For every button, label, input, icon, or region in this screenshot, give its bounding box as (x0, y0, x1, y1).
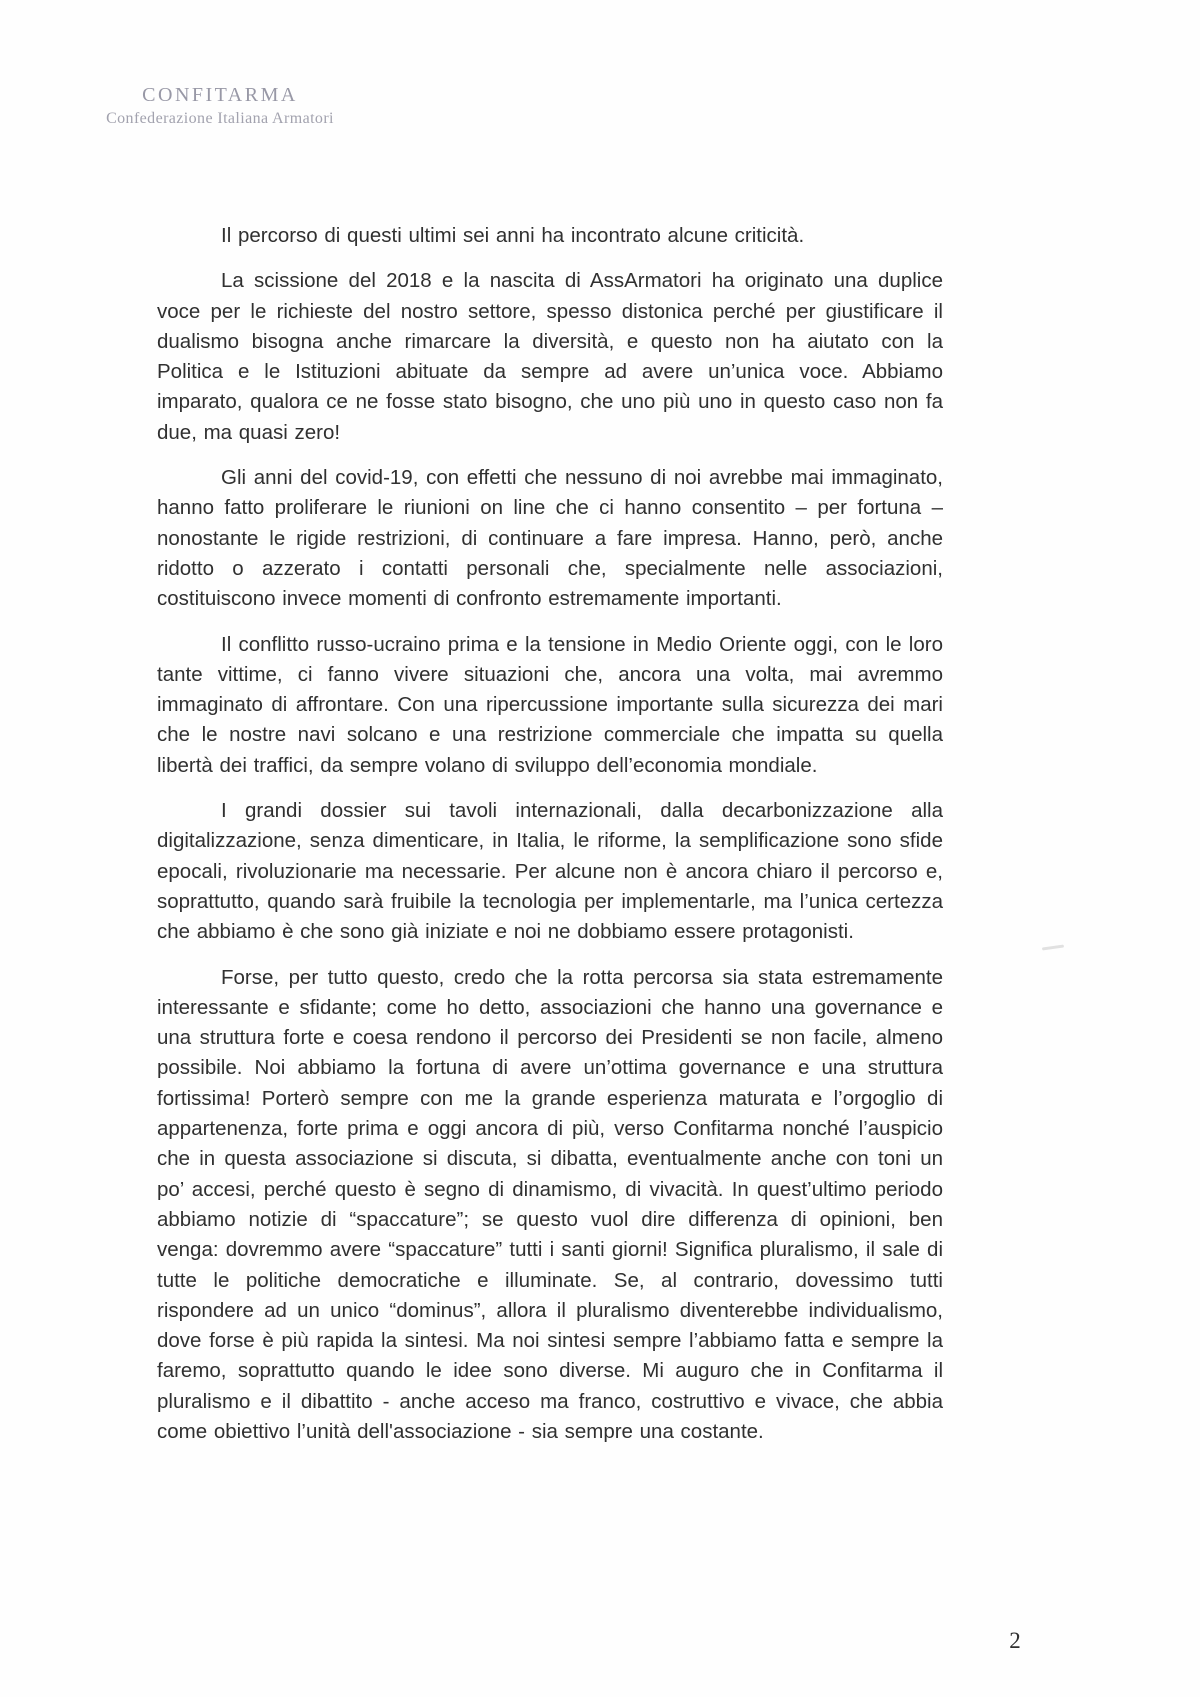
logo-title: CONFITARMA (142, 84, 298, 106)
page-number: 2 (1009, 1628, 1021, 1653)
confitarma-logo (97, 84, 343, 128)
paragraph: Il conflitto russo-ucraino prima e la tensione in Medio Oriente oggi, con le loro tante vittime, ci fanno vivere situazioni che, ancora una volta, mai avremmo immaginato di affrontare. Con una ripercussione importante sulla sicurezza dei mari che le nostre navi solcano e una restrizione commerciale che impatta su quella libertà dei traffici, da sempre volano di sviluppo dell’economia mondiale. (157, 632, 943, 777)
paragraph: Forse, per tutto questo, credo che la rotta percorsa sia stata estremamente interessante e sfidante; come ho detto, associazioni che hanno una governance e una struttura forte e coesa rendono il percorso dei Presidenti se non facile, almeno possibile. Noi abbiamo la fortuna di avere un’ottima governance e una struttura fortissima! Porterò sempre con me la grande esperienza maturata e l’orgoglio di appartenenza, forte prima e oggi ancora di più, verso Confitarma nonché l’auspicio che in questa associazione si discuta, si dibatta, eventualmente anche con toni un po’ accesi, perché questo è segno di dinamismo, di vivacità. In quest’ultimo periodo abbiamo notizie di “spaccature”; se questo vuol dire differenza di opinioni, ben venga: dovremmo avere “spaccature” tutti i santi giorni! Significa pluralismo, il sale di tutte le politiche democratiche e illuminate. Se, al contrario, dovessimo tutti rispondere ad un unico “dominus”, allora il pluralismo diventerebbe individualismo, dove forse è più rapida la sintesi. Ma noi sintesi sempre l’abbiamo fatta e sempre la faremo, soprattutto quando le idee sono diverse. Mi auguro che in Confitarma il pluralismo e il dibattito - anche acceso ma franco, costruttivo e vivace, che abbia come obiettivo l’unità dell'associazione - sia sempre una costante. (157, 965, 943, 1443)
paragraph: I grandi dossier sui tavoli internazionali, dalla decarbonizzazione alla digitalizzazione, senza dimenticare, in Italia, le riforme, la semplificazione sono sfide epocali, rivoluzionarie ma necessarie. Per alcune non è ancora chiaro il percorso e, soprattutto, quando sarà fruibile la tecnologia per implementarle, ma l’unica certezza che abbiamo è che sono già iniziate e noi ne dobbiamo essere protagonisti. (157, 799, 943, 944)
paragraph: Il percorso di questi ultimi sei anni ha incontrato alcune criticità. (221, 224, 805, 247)
scan-artifact (1042, 944, 1064, 950)
paragraph: Gli anni del covid-19, con effetti che nessuno di noi avrebbe mai immaginato, hanno fatto proliferare le riunioni on line che ci hanno consentito – per fortuna – nonostante le rigide restrizioni, di continuare a fare impresa. Hanno, però, anche ridotto o azzerato i contatti personali che, specialmente nelle associazioni, costituiscono invece momenti di confronto estremamente importanti. (157, 466, 943, 611)
logo-subtitle: Confederazione Italiana Armatori (106, 110, 334, 127)
paragraph: La scissione del 2018 e la nascita di AssArmatori ha originato una duplice voce per le richieste del nostro settore, spesso distonica perché per giustificare il dualismo bisogna anche rimarcare la diversità, e questo non ha aiutato con la Politica e le Istituzioni abituate da sempre ad avere un’unica voce. Abbiamo imparato, qualora ce ne fosse stato bisogno, che uno più uno in questo caso non fa due, ma quasi zero! (157, 269, 943, 444)
letter-body (157, 221, 943, 1462)
